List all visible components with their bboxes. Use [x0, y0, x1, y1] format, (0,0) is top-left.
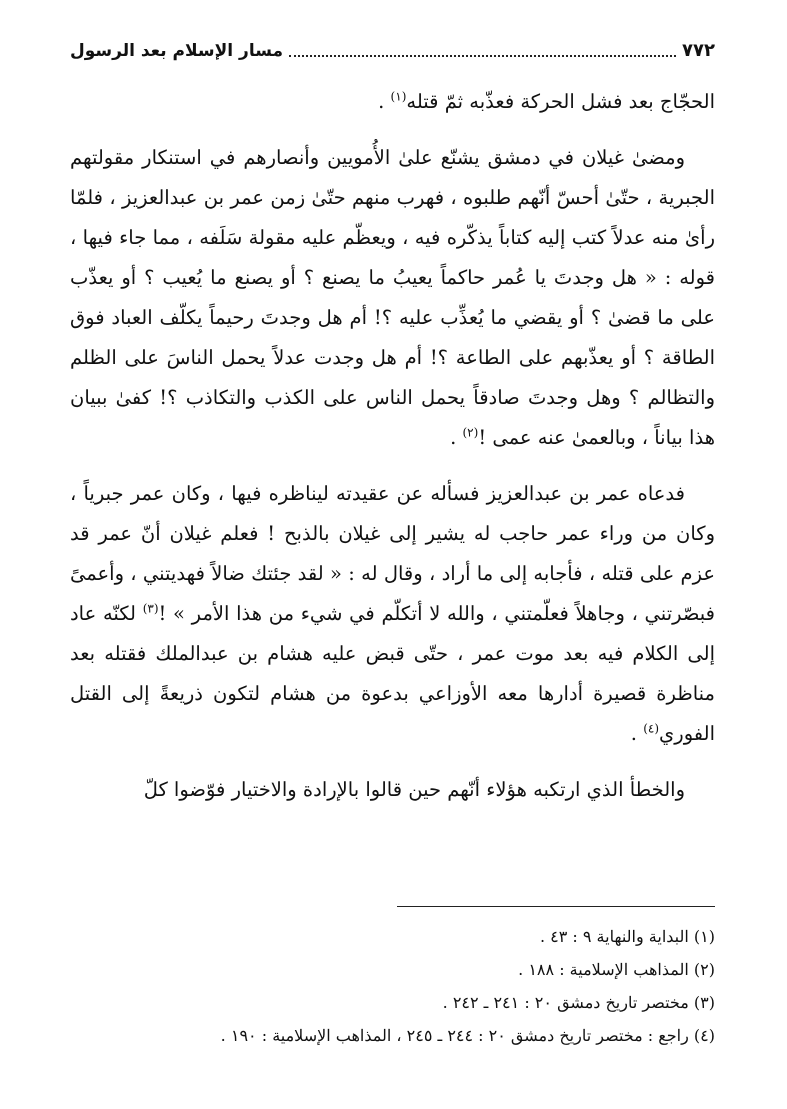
footnote-ref-3[interactable]: (٣) [142, 601, 159, 616]
paragraph-1 [70, 82, 715, 122]
paragraph-tail: . [450, 426, 463, 449]
paragraph-tail: . [378, 90, 391, 113]
paragraph-text: فدعاه عمر بن عبدالعزيز فسأله عن عقيدته ليناظره فيها ، وكان عمر جبرياً ، وكان من وراء عمر حاجب له يشير إلى غيلان بالذبح ! فعلم غيلان أنّ عمر قد عزم على قتله ، فأجابه إلى ما أراد ، وقال له : « لقد جئتك ضالاً فهديتني ، وأعمىً فبصّرتني ، وجاهلاً فعلّمتني ، والله لا أتكلّم في شيء من هذا الأمر » ! [70, 482, 715, 625]
running-title: مسار الإسلام بعد الرسول [70, 41, 284, 61]
footnote-4: (٤) راجع : مختصر تاريخ دمشق ٢٠ : ٢٤٤ ـ ٢٤٥ ، المذاهب الإسلامية : ١٩٠ . [220, 1026, 715, 1045]
footnotes [70, 920, 715, 1052]
paragraph-text: الحجّاج بعد فشل الحركة فعذّبه ثمّ قتله [406, 90, 715, 113]
footnote-1: (١) البداية والنهاية ٩ : ٤٣ . [539, 927, 715, 946]
page-number: ٧٧٢ [682, 40, 715, 61]
paragraph-2 [70, 138, 715, 458]
main-text [70, 82, 715, 826]
paragraph-3 [70, 474, 715, 754]
footnote-2: (٢) المذاهب الإسلامية : ١٨٨ . [518, 960, 715, 979]
paragraph-text: ومضىٰ غيلان في دمشق يشنّع علىٰ الأُمويين وأنصارهم في استنكار مقولتهم الجبرية ، حتّىٰ أحسّ أنّهم طلبوه ، فهرب منهم حتّىٰ زمن عمر بن عبدالعزيز ، فلمّا رأىٰ منه عدلاً كتب إليه كتاباً يذكّره فيه ، ويعظّم عليه مقولة سَلَفه ، مما جاء فيها ، قوله : « هل وجدتَ يا عُمر حاكماً يعيبُ ما يصنع ؟ أو يصنع ما يُعيب ؟ أو يعذّب على ما قضىٰ ؟ أو يقضي ما يُعذِّب عليه ؟! أم هل وجدتَ رحيماً يكلّف العباد فوق الطاقة ؟ أو يعذّبهم على الطاعة ؟! أم هل وجدت عدلاً يحمل الناسَ على الظلم والتظالم ؟ وهل وجدتَ صادقاً يحمل الناس على الكذب والتكاذب ؟! كفىٰ ببيان هذا بياناً ، وبالعمىٰ عنه عمى ! [70, 146, 715, 449]
footnote-ref-2[interactable]: (٢) [462, 425, 479, 440]
footnote-ref-4[interactable]: (٤) [643, 721, 660, 736]
footnote-separator [397, 906, 715, 907]
running-header [70, 36, 715, 62]
footnote-ref-1[interactable]: (١) [390, 89, 407, 104]
paragraph-tail: لكنّه عاد إلى الكلام فيه بعد موت عمر ، حتّى قبض عليه هشام بن عبدالملك فقتله بعد مناظرة قصيرة أدارها معه الأوزاعي بدعوة من هشام لتكون ذريعةً إلى القتل الفوري [70, 602, 715, 745]
footnote-3: (٣) مختصر تاريخ دمشق ٢٠ : ٢٤١ ـ ٢٤٢ . [442, 993, 715, 1012]
paragraph-tail-2: . [630, 722, 644, 745]
paragraph-4 [70, 770, 715, 810]
paragraph-text: والخطأ الذي ارتكبه هؤلاء أنّهم حين قالوا بالإرادة والاختيار فوّضوا كلّ [143, 778, 685, 801]
header-dotted-leader [289, 55, 676, 57]
